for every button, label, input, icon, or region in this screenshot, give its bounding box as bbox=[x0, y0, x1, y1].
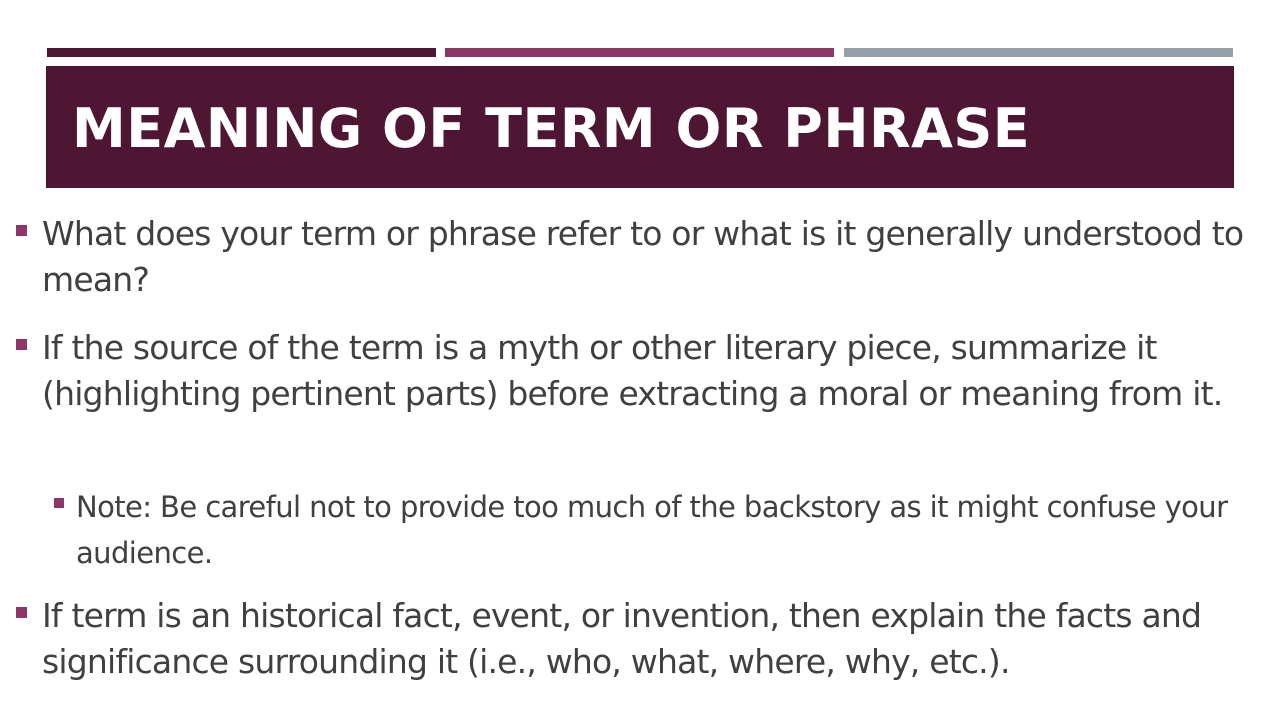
bullet-item: What does your term or phrase refer to or what is it generally understood to mean? bbox=[42, 214, 1244, 299]
square-bullet-icon bbox=[54, 498, 64, 508]
slide-title: MEANING OF TERM OR PHRASE bbox=[72, 97, 1031, 160]
bullet-item: If term is an historical fact, event, or invention, then explain the facts and significance surrounding it (i.e., who, what, where, why, etc.). bbox=[42, 596, 1202, 681]
square-bullet-icon bbox=[16, 607, 27, 618]
sub-bullet-item: Note: Be careful not to provide too much of the backstory as it might confuse your audience. bbox=[76, 490, 1228, 570]
bullet-item: If the source of the term is a myth or other literary piece, summarize it (highlighting pertinent parts) before extracting a moral or meaning from it. bbox=[42, 328, 1223, 413]
square-bullet-icon bbox=[16, 225, 27, 236]
square-bullet-icon bbox=[16, 339, 27, 350]
